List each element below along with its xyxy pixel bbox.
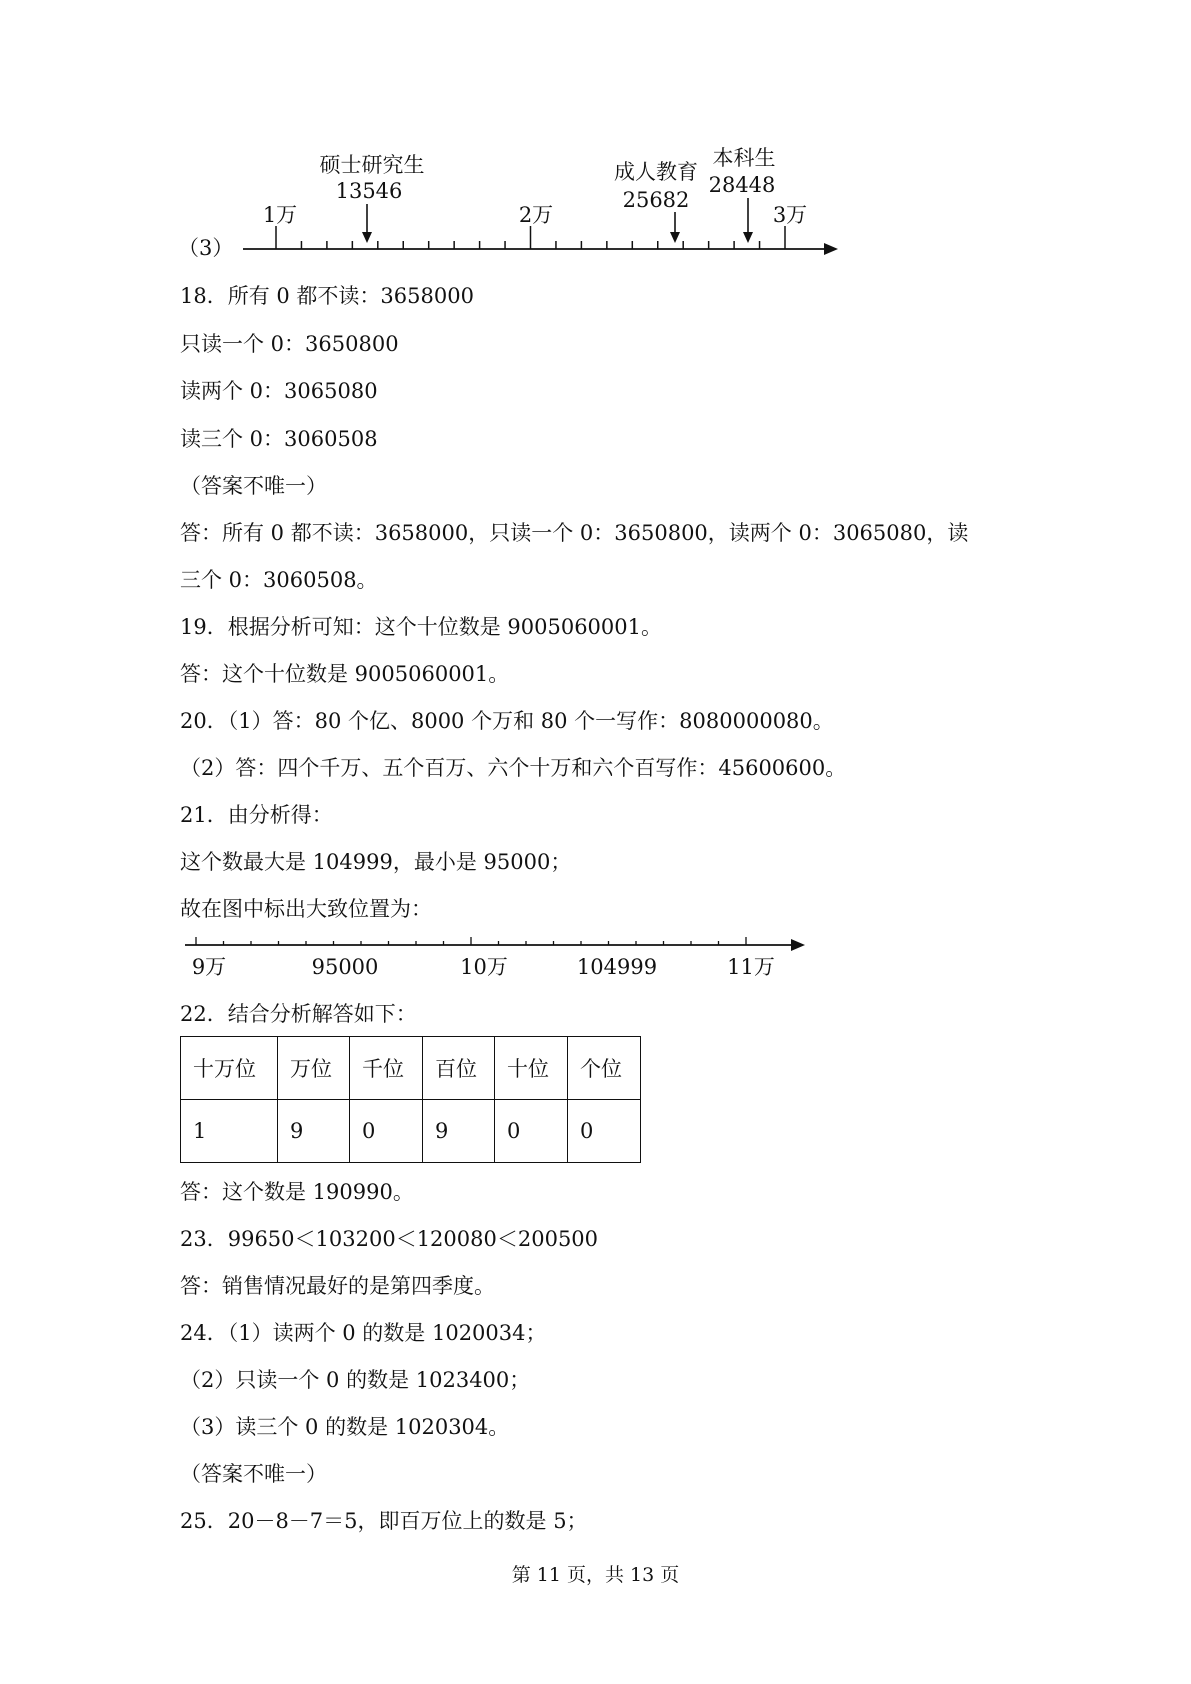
tick-label-2wan: 2万 [518, 203, 554, 227]
line-q23: 23．99650＜103200＜120080＜200500 [180, 1227, 599, 1251]
number-line-ticks [276, 226, 785, 249]
cell-hundred-thousands: 1 [181, 1100, 278, 1163]
line-q21: 21．由分析得： [180, 803, 333, 827]
line-q22: 22．结合分析解答如下： [180, 1002, 417, 1026]
line-q18-read-two-zeros: 读两个 0：3065080 [180, 379, 378, 403]
marker-arrowhead-adult [670, 232, 680, 243]
line-q18-answer-cont: 三个 0：3060508。 [180, 568, 378, 592]
line-q21-instruction: 故在图中标出大致位置为： [180, 897, 432, 921]
marker-name-master: 硕士研究生 [319, 153, 425, 177]
line-q18: 18．所有 0 都不读：3658000 [180, 284, 474, 308]
line-q20-1: 20．（1）答：80 个亿、8000 个万和 80 个一写作：8080000080。 [180, 709, 834, 733]
label-95000: 95000 [311, 955, 379, 979]
marker-value-master: 13546 [335, 179, 403, 203]
line-q18-read-three-zeros: 读三个 0：3060508 [180, 427, 378, 451]
header-ones: 个位 [568, 1037, 641, 1100]
number-line-education [0, 140, 1191, 270]
line-q22-answer: 答：这个数是 190990。 [180, 1180, 414, 1204]
header-hundreds: 百位 [423, 1037, 495, 1100]
tick-label-1wan: 1万 [262, 203, 298, 227]
label-104999: 104999 [576, 955, 658, 979]
place-value-table [180, 1036, 641, 1163]
label-10wan: 10万 [460, 955, 508, 979]
tick-label-3wan: 3万 [772, 203, 808, 227]
marker-arrowhead-master [362, 232, 372, 243]
marker-name-undergrad: 本科生 [712, 146, 776, 170]
marker-name-adult: 成人教育 [614, 160, 698, 184]
line-q19: 19．根据分析可知：这个十位数是 9005060001。 [180, 615, 663, 639]
line-q23-answer: 答：销售情况最好的是第四季度。 [180, 1274, 495, 1298]
cell-tens: 0 [495, 1100, 568, 1163]
line-q18-note: （答案不唯一） [180, 474, 327, 498]
marker-arrowhead-undergrad [743, 232, 753, 243]
line-q20-2: （2）答：四个千万、五个百万、六个十万和六个百写作：45600600。 [180, 756, 847, 780]
line-q24-1: 24．（1）读两个 0 的数是 1020034； [180, 1321, 547, 1345]
number-line-arrow [824, 243, 838, 255]
cell-ones: 0 [568, 1100, 641, 1163]
label-9wan: 9万 [191, 955, 227, 979]
cell-ten-thousands: 9 [278, 1100, 350, 1163]
line-q24-2: （2）只读一个 0 的数是 1023400； [180, 1368, 531, 1392]
line-q18-answer: 答：所有 0 都不读：3658000，只读一个 0：3650800，读两个 0：3065080，读 [180, 521, 969, 545]
number-line-label: （3） [178, 236, 234, 260]
line-q18-read-one-zero: 只读一个 0：3650800 [180, 332, 399, 356]
header-hundred-thousands: 十万位 [181, 1037, 278, 1100]
cell-thousands: 0 [350, 1100, 423, 1163]
marker-value-adult: 25682 [622, 188, 690, 212]
header-tens: 十位 [495, 1037, 568, 1100]
cell-hundreds: 9 [423, 1100, 495, 1163]
line-q24-3: （3）读三个 0 的数是 1020304。 [180, 1415, 510, 1439]
line-q21-range: 这个数最大是 104999，最小是 95000； [180, 850, 572, 874]
line-q24-note: （答案不唯一） [180, 1462, 327, 1486]
marker-value-undergrad: 28448 [708, 173, 776, 197]
number-line-range [0, 930, 1191, 980]
line-q25: 25．20－8－7＝5，即百万位上的数是 5； [180, 1509, 588, 1533]
number-line-ticks-2 [196, 937, 746, 945]
page-footer: 第 11 页，共 13 页 [511, 1564, 680, 1586]
number-line-arrow-2 [791, 939, 805, 951]
header-ten-thousands: 万位 [278, 1037, 350, 1100]
table-header-row [181, 1037, 641, 1100]
line-q19-answer: 答：这个十位数是 9005060001。 [180, 662, 510, 686]
table-row [181, 1100, 641, 1163]
label-11wan: 11万 [727, 955, 775, 979]
header-thousands: 千位 [350, 1037, 423, 1100]
